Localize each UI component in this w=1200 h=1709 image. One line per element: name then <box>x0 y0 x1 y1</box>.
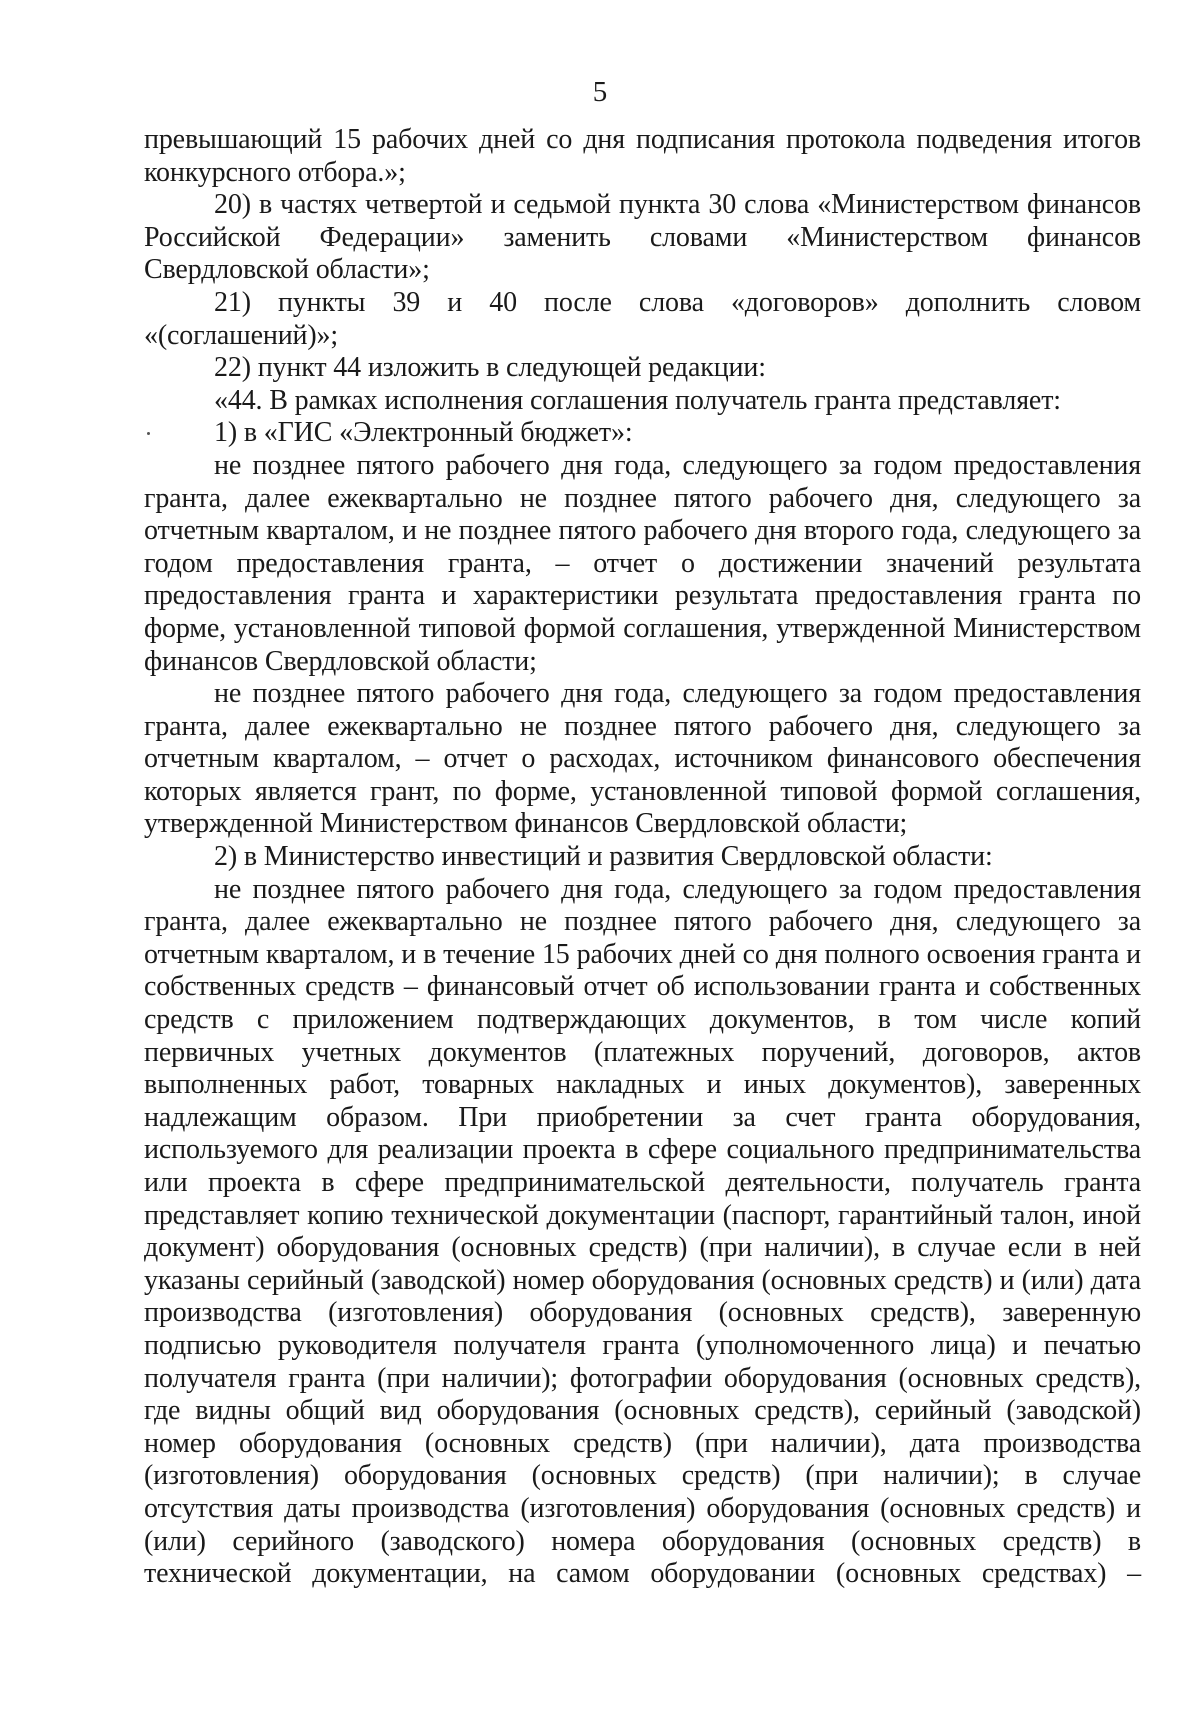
paragraph-4: 22) пункт 44 изложить в следующей редакции: <box>214 352 766 384</box>
paragraph-9: 2) в Министерство инвестиций и развития Свердловской области: <box>214 841 993 873</box>
paragraph-5: «44. В рамках исполнения соглашения получатель гранта представляет: <box>214 384 1061 416</box>
paragraph-6: 1) в «ГИС «Электронный бюджет»: <box>214 417 633 449</box>
document-body <box>144 124 1141 1591</box>
paragraph-8: не позднее пятого рабочего дня года, следующего за годом предоставления гранта, далее ежеквартально не позднее пятого рабочего дня, следующего за отчетным кварталом, – отчет о расходах, источником финансового обеспечения которых является грант, по форме, установленной типовой формой соглашения, утвержденной Министерством финансов Свердловской области; <box>144 678 1141 840</box>
paragraph-1: превышающий 15 рабочих дней со дня подписания протокола подведения итогов конкурсного отбора.»; <box>144 124 1141 188</box>
paragraph-2: 20) в частях четвертой и седьмой пункта 30 слова «Министерством финансов Российской Федерации» заменить словами «Министерством финансов Свердловской области»; <box>144 189 1141 286</box>
paragraph-7: не позднее пятого рабочего дня года, следующего за годом предоставления гранта, далее ежеквартально не позднее пятого рабочего дня, следующего за отчетным кварталом, и не позднее пятого рабочего дня второго года, следующего за годом предоставления гранта, – отчет о достижении значений результата предоставления гранта и характеристики результата предоставления гранта по форме, установленной типовой формой соглашения, утвержденной Министерством финансов Свердловской области; <box>144 449 1141 677</box>
page-number: 5 <box>592 76 608 108</box>
paragraph-3: 21) пункты 39 и 40 после слова «договоров» дополнить словом «(соглашений)»; <box>144 286 1141 351</box>
paragraph-10: не позднее пятого рабочего дня года, следующего за годом предоставления гранта, далее ежеквартально не позднее пятого рабочего дня, следующего за отчетным кварталом, и в течение 15 рабочих дней со дня полного освоения гранта и собственных средств – финансовый отчет об использовании гранта и собственных средств с приложением подтверждающих документов, в том числе копий первичных учетных документов (платежных поручений, договоров, актов выполненных работ, товарных накладных и иных документов), заверенных надлежащим образом. При приобретении за счет гранта оборудования, используемого для реализации проекта в сфере социального предпринимательства или проекта в сфере предпринимательской деятельности, получатель гранта представляет копию технической документации (паспорт, гарантийный талон, иной документ) оборудования (основных средств) (при наличии), в случае если в ней указаны серийный (заводской) номер оборудования (основных средств) и (или) дата производства (изготовления) оборудования (основных средств), заверенную подписью руководителя получателя гранта (уполномоченного лица) и печатью получателя гранта (при наличии); фотографии оборудования (основных средств), где видны общий вид оборудования (основных средств), серийный (заводской) номер оборудования (основных средств) (при наличии), дата производства (изготовления) оборудования (основных средств) (при наличии); в случае отсутствия даты производства (изготовления) оборудования (основных средств) и (или) серийного (заводского) номера оборудования (основных средств) в технической документации, на самом оборудовании (основных средствах) – <box>144 873 1141 1590</box>
